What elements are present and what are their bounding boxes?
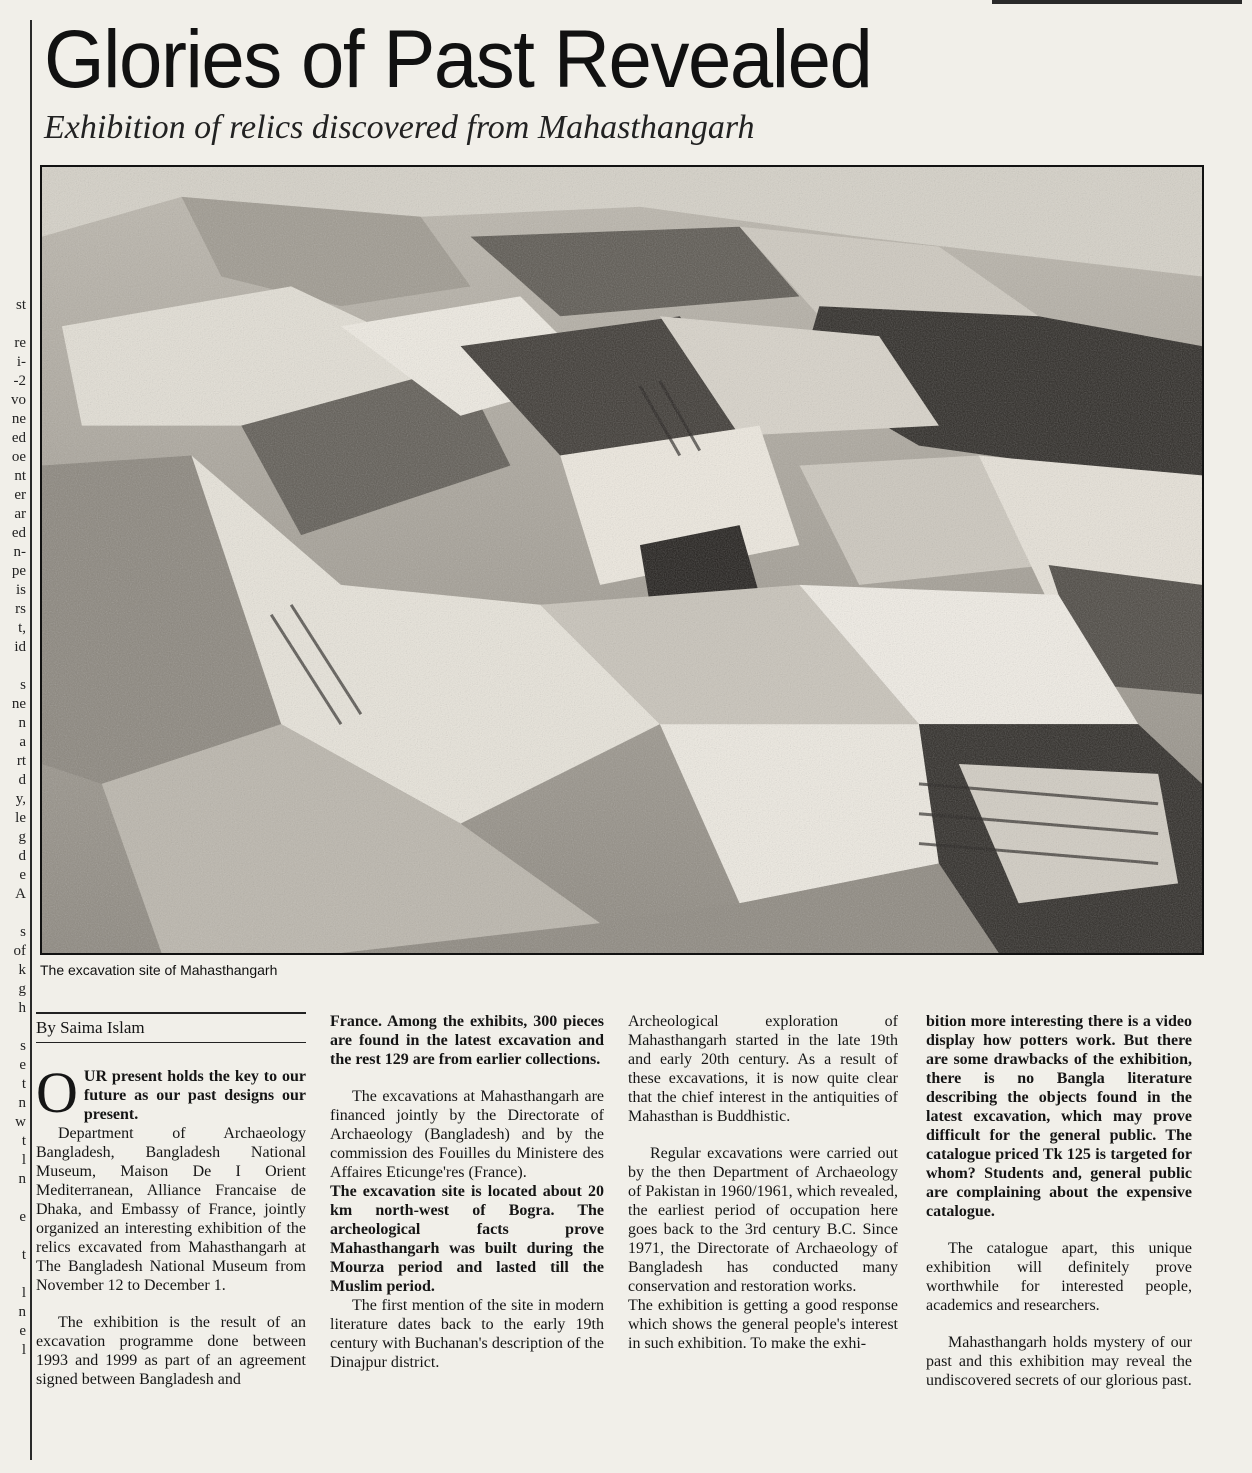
margin-fragment-line (0, 1265, 26, 1284)
margin-fragment-line: l (21, 1342, 26, 1358)
margin-fragment-line: e (19, 1323, 26, 1339)
paragraph: Department of Archaeology Bangladesh, Bangladesh National Museum, Maison De I Orient Mediterranean, Alliance Francaise de Dhaka, and Embassy of France, jointly organized an interesting exhibition of the relics excavated from Mahasthangarh at The Bangladesh National Museum from November 12 to December 1. (36, 1125, 306, 1294)
paragraph: The excavation site is located about 20 km north-west of Bogra. The archeological facts prove Mahasthangarh was built during the Mourza period and lasted till the Muslim period. (330, 1183, 604, 1295)
margin-fragment-line: A (15, 886, 26, 902)
photo-caption: The excavation site of Mahasthangarh (40, 962, 278, 978)
margin-fragment-line: t (21, 1247, 26, 1263)
margin-fragment-line: t, (18, 620, 26, 636)
lead-paragraph (36, 1060, 306, 1125)
margin-fragment-line: i- (16, 354, 26, 370)
margin-fragment-line: e (19, 1209, 26, 1225)
margin-fragment-line: g (18, 829, 26, 845)
headline: Glories of Past Revealed (44, 14, 872, 105)
adjacent-article-fragment (0, 296, 26, 1360)
margin-fragment-line: er (14, 487, 26, 503)
paragraph: The excavations at Mahasthangarh are financed jointly by the Directorate of Archaeology (Bangladesh) and by the commission des Fouilles du Ministere des Affaires Eticunge'res (France). (330, 1088, 604, 1181)
paragraph: Archeological exploration of Mahasthangarh started in the late 19th and early 20th century. As a result of these excavations, it is now quite clear that the chief interest in the antiquities of Mahasthan is Buddhistic. (628, 1013, 898, 1125)
margin-fragment-line: t (21, 1133, 26, 1149)
margin-fragment-line: ne (11, 696, 26, 712)
article-column-1 (36, 1012, 306, 1389)
margin-fragment-line: e (19, 867, 26, 883)
margin-fragment-line: s (20, 924, 26, 940)
margin-fragment-line (0, 315, 26, 334)
margin-fragment-line: y, (15, 791, 26, 807)
margin-fragment-line: n (18, 1304, 26, 1320)
margin-fragment-line: t (21, 1076, 26, 1092)
margin-fragment-line: -2 (13, 373, 26, 389)
margin-fragment-line: re (14, 335, 26, 351)
margin-fragment-line: st (15, 297, 26, 313)
margin-fragment-line: k (18, 962, 26, 978)
paragraph: The catalogue apart, this unique exhibition will definitely prove worthwhile for interested people, academics and researchers. (926, 1240, 1192, 1314)
margin-fragment-line: s (20, 1038, 26, 1054)
margin-fragment-line: pe (11, 563, 26, 579)
paragraph: France. Among the exhibits, 300 pieces are found in the latest excavation and the rest 129 are from earlier collections. (330, 1013, 604, 1068)
paragraph: The first mention of the site in modern literature dates back to the early 19th century with Buchanan's description of the Dinajpur district. (330, 1297, 604, 1371)
margin-fragment-line: n- (13, 544, 26, 560)
paragraph: Regular excavations were carried out by the then Department of Archaeology of Pakistan in 1960/1961, which revealed, the earliest period of occupation here goes back to the 3rd century B.C. Since 1971, the Directorate of Archaeology of Bangladesh has conducted many conservation and restoration works. (628, 1145, 898, 1295)
margin-fragment-line: n (18, 715, 26, 731)
margin-fragment-line (0, 904, 26, 923)
article-column-2 (330, 1012, 604, 1372)
margin-fragment-line (0, 657, 26, 676)
margin-fragment-line: n (18, 1095, 26, 1111)
margin-fragment-line: e (19, 1057, 26, 1073)
article-column-3 (628, 1012, 898, 1353)
margin-fragment-line: id (14, 639, 26, 655)
top-rule-fragment (992, 0, 1242, 4)
margin-fragment-line: nt (14, 468, 26, 484)
margin-fragment-line: ar (14, 506, 26, 522)
article-column-4 (926, 1012, 1192, 1390)
margin-fragment-line: rt (16, 753, 26, 769)
margin-fragment-line (0, 1018, 26, 1037)
byline: By Saima Islam (36, 1012, 306, 1043)
margin-fragment-line: ne (11, 411, 26, 427)
margin-fragment-line: is (15, 582, 26, 598)
margin-fragment-line: w (15, 1114, 26, 1130)
column-divider (30, 20, 32, 1460)
paragraph: The exhibition is getting a good response which shows the general people's interest in such exhibition. To make the exhi- (628, 1297, 898, 1352)
lead-text: UR present holds the key to our future as our past designs our present. (83, 1068, 306, 1123)
margin-fragment-line: a (19, 734, 26, 750)
margin-fragment-line: oe (11, 449, 26, 465)
margin-fragment-line: h (18, 1000, 26, 1016)
margin-fragment-line: ed (11, 525, 26, 541)
paragraph: Mahasthangarh holds mystery of our past and this exhibition may reveal the undiscovered secrets of our glorious past. (926, 1334, 1192, 1389)
margin-fragment-line: vo (11, 392, 26, 408)
margin-fragment-line: d (18, 848, 26, 864)
margin-fragment-line: d (18, 772, 26, 788)
subheadline: Exhibition of relics discovered from Mahasthangarh (44, 109, 755, 146)
margin-fragment-line (0, 1227, 26, 1246)
margin-fragment-line: l (21, 1285, 26, 1301)
paragraph: bition more interesting there is a video display how potters work. But there are some drawbacks of the exhibition, there is no Bangla literature describing the objects found in the latest excavation, which may prove difficult for the general public. The catalogue priced Tk 125 is targeted for whom? Students and, general public are complaining about the expensive catalogue. (926, 1013, 1192, 1220)
paragraph: The exhibition is the result of an excavation programme done between 1993 and 1999 as part of an agreement signed between Bangladesh and (36, 1314, 306, 1388)
excavation-photo (40, 165, 1204, 955)
drop-cap: O (36, 1060, 78, 1125)
margin-fragment-line: le (15, 810, 26, 826)
margin-fragment-line: n (18, 1171, 26, 1187)
margin-fragment-line: g (18, 981, 26, 997)
margin-fragment-line: of (13, 943, 26, 959)
margin-fragment-line (0, 1189, 26, 1208)
margin-fragment-line: s (20, 677, 26, 693)
margin-fragment-line: l (21, 1152, 26, 1168)
margin-fragment-line: ed (11, 430, 26, 446)
margin-fragment-line: rs (15, 601, 26, 617)
